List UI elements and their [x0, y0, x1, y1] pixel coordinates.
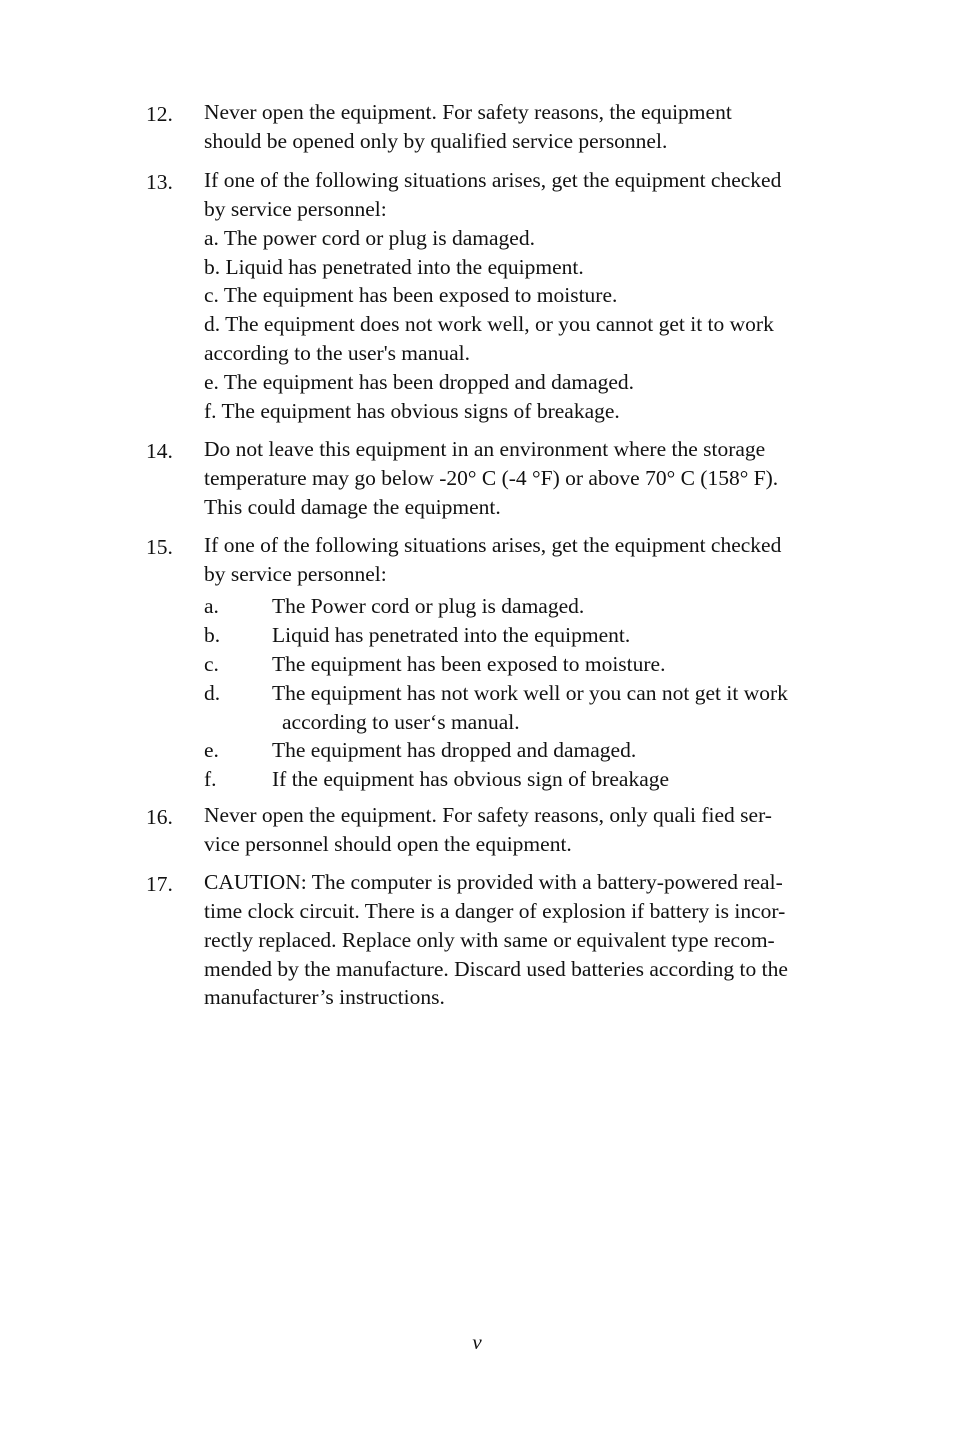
item-line: time clock circuit. There is a danger of explosion if battery is incor-: [204, 899, 786, 923]
subitem-text: The Power cord or plug is damaged.: [272, 594, 585, 618]
item-number: 12.: [146, 102, 173, 126]
item-line: according to the user's manual.: [204, 341, 470, 365]
item-line: If one of the following situations arises, get the equipment checked: [204, 168, 782, 192]
item-number: 16.: [146, 805, 173, 829]
subitem-letter: b.: [204, 623, 221, 647]
subitem-continuation: according to user‘s manual.: [282, 710, 520, 734]
item-line: This could damage the equipment.: [204, 495, 501, 519]
item-line: f. The equipment has obvious signs of breakage.: [204, 399, 620, 423]
item-number: 15.: [146, 535, 173, 559]
subitem-text: The equipment has dropped and damaged.: [272, 738, 637, 762]
subitem-letter: f.: [204, 767, 217, 791]
item-line: e. The equipment has been dropped and damaged.: [204, 370, 635, 394]
item-line: Do not leave this equipment in an environment where the storage: [204, 437, 766, 461]
item-line: b. Liquid has penetrated into the equipment.: [204, 255, 584, 279]
subitem-letter: d.: [204, 681, 221, 705]
item-line: should be opened only by qualified service personnel.: [204, 129, 668, 153]
item-line: rectly replaced. Replace only with same or equivalent type recom-: [204, 928, 775, 952]
item-number: 14.: [146, 439, 173, 463]
subitem-text: If the equipment has obvious sign of breakage: [272, 767, 670, 791]
item-line: Never open the equipment. For safety reasons, the equipment: [204, 100, 732, 124]
item-number: 17.: [146, 872, 173, 896]
subitem-text: Liquid has penetrated into the equipment.: [272, 623, 631, 647]
item-line: Never open the equipment. For safety reasons, only quali fied ser-: [204, 803, 772, 827]
item-line: manufacturer’s instructions.: [204, 985, 445, 1009]
item-line: temperature may go below -20° C (-4 °F) or above 70° C (158° F).: [204, 466, 779, 490]
item-line: c. The equipment has been exposed to moisture.: [204, 283, 618, 307]
page-number: v: [472, 1330, 482, 1354]
item-line: d. The equipment does not work well, or you cannot get it to work: [204, 312, 774, 336]
subitem-letter: c.: [204, 652, 219, 676]
subitem-text: The equipment has been exposed to moisture.: [272, 652, 666, 676]
item-number: 13.: [146, 170, 173, 194]
item-line: If one of the following situations arises, get the equipment checked: [204, 533, 782, 557]
subitem-letter: a.: [204, 594, 219, 618]
item-line: by service personnel:: [204, 562, 387, 586]
item-line: vice personnel should open the equipment.: [204, 832, 572, 856]
subitem-text: The equipment has not work well or you can not get it work: [272, 681, 788, 705]
item-line: by service personnel:: [204, 197, 387, 221]
subitem-letter: e.: [204, 738, 219, 762]
item-line: mended by the manufacture. Discard used batteries according to the: [204, 957, 788, 981]
item-line: CAUTION: The computer is provided with a battery-powered real-: [204, 870, 783, 894]
item-line: a. The power cord or plug is damaged.: [204, 226, 535, 250]
